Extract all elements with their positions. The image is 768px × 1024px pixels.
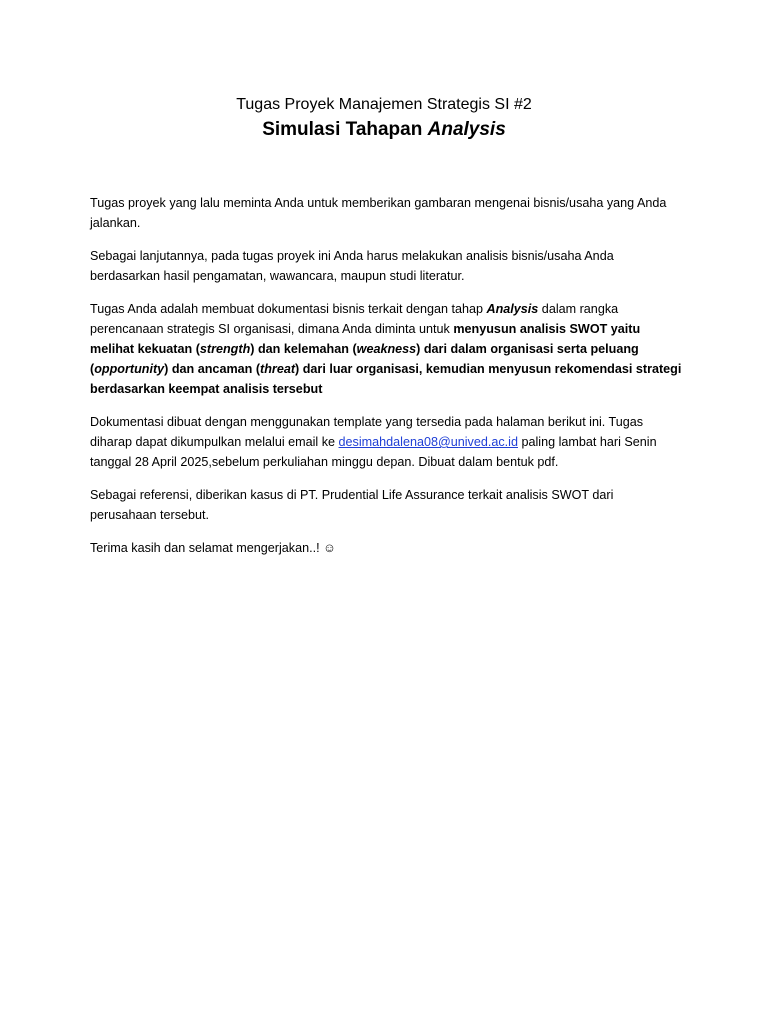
title-emphasis: Analysis <box>427 119 506 140</box>
swot-text-2: ) dan kelemahan ( <box>250 342 357 356</box>
swot-text-1: menyusun analisis SWOT yaitu melihat kekuatan ( <box>90 322 641 356</box>
swot-text-3: ) dari dalam organisasi serta peluang ( <box>90 342 639 376</box>
task-text-2: dalam rangka perencanaan strategis SI organisasi, dimana Anda diminta untuk <box>90 302 619 336</box>
document-title <box>0 117 768 143</box>
email-link[interactable]: desimahdalena08@unived.ac.id <box>338 435 518 449</box>
task-text-1: Tugas Anda adalah membuat dokumentasi bisnis terkait dengan tahap <box>90 302 487 316</box>
task-analysis-term: Analysis <box>486 302 539 316</box>
paragraph-reference: Sebagai referensi, diberikan kasus di PT. Prudential Life Assurance terkait analisis SWOT dari perusahaan tersebut. <box>90 488 614 522</box>
paragraph-intro: Tugas proyek yang lalu meminta Anda untuk memberikan gambaran mengenai bisnis/usaha yang Anda jalankan. <box>90 196 667 230</box>
swot-strength: strength <box>199 342 251 356</box>
submission-text-2: paling lambat hari Senin tanggal 28 April 2025,sebelum perkuliahan minggu depan. Dibuat dalam bentuk pdf. <box>90 435 657 469</box>
paragraph-closing: Terima kasih dan selamat mengerjakan..! ☺ <box>90 541 336 555</box>
swot-weakness: weakness <box>356 342 417 356</box>
submission-text-1: Dokumentasi dibuat dengan menggunakan template yang tersedia pada halaman berikut ini. Tugas diharap dapat dikumpulkan melalui email ke <box>90 415 644 449</box>
paragraph-task <box>90 299 682 399</box>
swot-text-4: ) dan ancaman ( <box>164 362 261 376</box>
document-header <box>0 94 768 143</box>
swot-text-5: ) dari luar organisasi, kemudian menyusun rekomendasi strategi berdasarkan keempat analisis tersebut <box>90 362 682 396</box>
document-subtitle: Tugas Proyek Manajemen Strategis SI #2 <box>236 96 532 113</box>
paragraph-submission <box>90 412 682 472</box>
swot-threat: threat <box>260 362 296 376</box>
document-body <box>90 193 682 571</box>
paragraph-continuation: Sebagai lanjutannya, pada tugas proyek ini Anda harus melakukan analisis bisnis/usaha Anda berdasarkan hasil pengamatan, wawancara, maupun studi literatur. <box>90 249 614 283</box>
title-prefix: Simulasi Tahapan <box>262 119 428 140</box>
swot-opportunity: opportunity <box>94 362 165 376</box>
